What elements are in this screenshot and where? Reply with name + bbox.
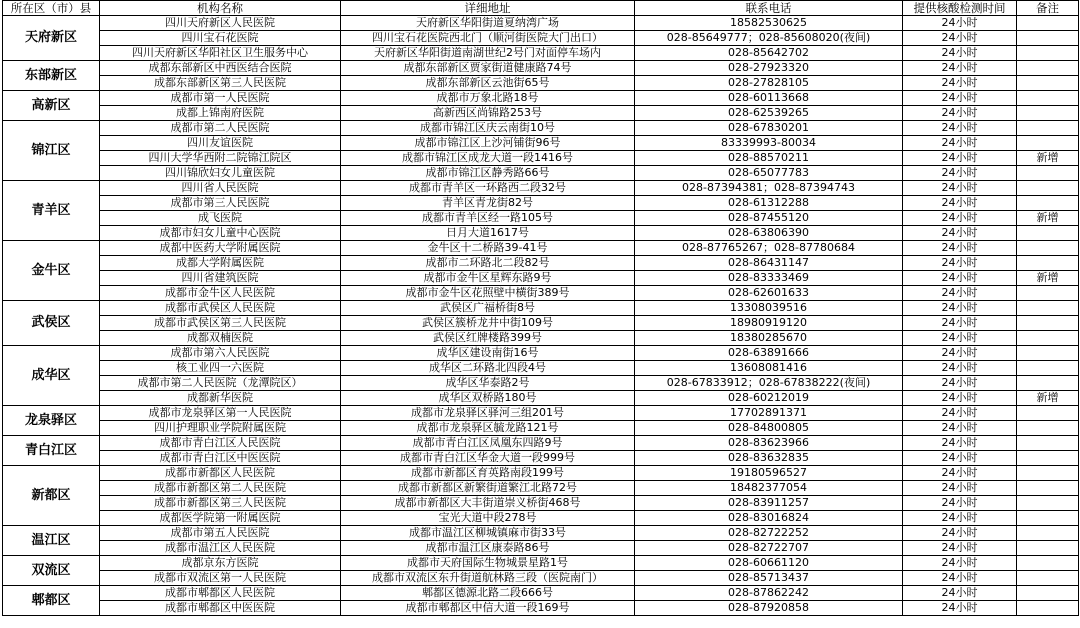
table-row	[3, 451, 1079, 466]
address-cell: 成都市双流区东升街道航林路三段（医院南门）	[341, 571, 635, 586]
testing-hours-cell: 24小时	[903, 406, 1017, 421]
note-cell	[1017, 181, 1079, 196]
note-cell	[1017, 16, 1079, 31]
note-cell	[1017, 61, 1079, 76]
header-institution-name: 机构名称	[100, 1, 341, 16]
note-cell	[1017, 226, 1079, 241]
institution-name-cell: 成都中医药大学附属医院	[100, 241, 341, 256]
header-note: 备注	[1017, 1, 1079, 16]
address-cell: 成都市温江区康泰路86号	[341, 541, 635, 556]
phone-cell: 028-62539265	[635, 106, 903, 121]
testing-hours-cell: 24小时	[903, 316, 1017, 331]
note-cell	[1017, 586, 1079, 601]
testing-hours-cell: 24小时	[903, 556, 1017, 571]
table-row	[3, 106, 1079, 121]
testing-hours-cell: 24小时	[903, 361, 1017, 376]
testing-hours-cell: 24小时	[903, 196, 1017, 211]
note-cell	[1017, 286, 1079, 301]
institution-name-cell: 成都市第一人民医院	[100, 91, 341, 106]
phone-cell: 19180596527	[635, 466, 903, 481]
address-cell: 成都市锦江区庆云南街10号	[341, 121, 635, 136]
testing-hours-cell: 24小时	[903, 211, 1017, 226]
address-cell: 成都市青白江区华金大道一段999号	[341, 451, 635, 466]
note-cell	[1017, 466, 1079, 481]
district-cell: 青白江区	[3, 436, 100, 466]
phone-cell: 028-83016824	[635, 511, 903, 526]
table-row	[3, 391, 1079, 406]
institution-name-cell: 成都市青白江区中医医院	[100, 451, 341, 466]
table-row	[3, 61, 1079, 76]
phone-cell: 028-67830201	[635, 121, 903, 136]
address-cell: 青羊区青龙街82号	[341, 196, 635, 211]
testing-hours-cell: 24小时	[903, 271, 1017, 286]
phone-cell: 028-86431147	[635, 256, 903, 271]
institution-name-cell: 成飞医院	[100, 211, 341, 226]
institution-name-cell: 成都市第二人民医院	[100, 121, 341, 136]
testing-hours-cell: 24小时	[903, 376, 1017, 391]
address-cell: 成都市金牛区花照壁中横街389号	[341, 286, 635, 301]
testing-hours-cell: 24小时	[903, 151, 1017, 166]
institution-name-cell: 四川锦欣妇女儿童医院	[100, 166, 341, 181]
institution-name-cell: 成都东部新区第三人民医院	[100, 76, 341, 91]
header-address: 详细地址	[341, 1, 635, 16]
address-cell: 天府新区华阳街道夏纳湾广场	[341, 16, 635, 31]
phone-cell: 028-87862242	[635, 586, 903, 601]
note-cell	[1017, 316, 1079, 331]
table-row	[3, 166, 1079, 181]
phone-cell: 028-60113668	[635, 91, 903, 106]
address-cell: 金牛区十二桥路39-41号	[341, 241, 635, 256]
table-row	[3, 586, 1079, 601]
testing-hours-cell: 24小时	[903, 496, 1017, 511]
table-row	[3, 301, 1079, 316]
table-row	[3, 436, 1079, 451]
note-cell	[1017, 376, 1079, 391]
address-cell: 成华区双桥路180号	[341, 391, 635, 406]
note-cell	[1017, 361, 1079, 376]
address-cell: 郫都区德源北路二段666号	[341, 586, 635, 601]
table-row	[3, 481, 1079, 496]
testing-hours-cell: 24小时	[903, 226, 1017, 241]
address-cell: 成都市青羊区经一路105号	[341, 211, 635, 226]
note-cell	[1017, 121, 1079, 136]
note-cell	[1017, 571, 1079, 586]
table-row	[3, 466, 1079, 481]
district-cell: 青羊区	[3, 181, 100, 241]
note-cell	[1017, 406, 1079, 421]
phone-cell: 13308039516	[635, 301, 903, 316]
district-cell: 成华区	[3, 346, 100, 406]
table-row	[3, 406, 1079, 421]
institution-name-cell: 成都市第五人民医院	[100, 526, 341, 541]
table-row	[3, 211, 1079, 226]
phone-cell: 028-63891666	[635, 346, 903, 361]
note-cell	[1017, 331, 1079, 346]
address-cell: 成都市温江区柳城镇麻市街33号	[341, 526, 635, 541]
table-row	[3, 151, 1079, 166]
address-cell: 成都市金牛区星辉东路9号	[341, 271, 635, 286]
note-cell	[1017, 241, 1079, 256]
testing-hours-cell: 24小时	[903, 331, 1017, 346]
institution-name-cell: 四川天府新区人民医院	[100, 16, 341, 31]
institution-name-cell: 成都市第三人民医院	[100, 196, 341, 211]
phone-cell: 028-85649777；028-85608020(夜间)	[635, 31, 903, 46]
institution-name-cell: 成都市温江区人民医院	[100, 541, 341, 556]
address-cell: 成都市锦江区上沙河铺街96号	[341, 136, 635, 151]
address-cell: 天府新区华阳街道南湖世纪2号门对面停车场内	[341, 46, 635, 61]
testing-hours-cell: 24小时	[903, 541, 1017, 556]
phone-cell: 028-83632835	[635, 451, 903, 466]
institution-name-cell: 四川省人民医院	[100, 181, 341, 196]
testing-hours-cell: 24小时	[903, 91, 1017, 106]
phone-cell: 028-83911257	[635, 496, 903, 511]
institution-name-cell: 成都市新都区第三人民医院	[100, 496, 341, 511]
testing-hours-cell: 24小时	[903, 16, 1017, 31]
table-header	[3, 1, 1079, 16]
phone-cell: 028-87394381；028-87394743	[635, 181, 903, 196]
institution-name-cell: 四川大学华西附二院锦江院区	[100, 151, 341, 166]
note-cell	[1017, 166, 1079, 181]
institution-name-cell: 成都市郫都区人民医院	[100, 586, 341, 601]
phone-cell: 028-87765267；028-87780684	[635, 241, 903, 256]
address-cell: 成都市新都区新繁街道繁江北路72号	[341, 481, 635, 496]
table-row	[3, 271, 1079, 286]
testing-hours-cell: 24小时	[903, 466, 1017, 481]
table-row	[3, 541, 1079, 556]
phone-cell: 028-87455120	[635, 211, 903, 226]
address-cell: 成都市二环路北二段82号	[341, 256, 635, 271]
phone-cell: 028-84800805	[635, 421, 903, 436]
testing-hours-cell: 24小时	[903, 421, 1017, 436]
testing-hours-cell: 24小时	[903, 46, 1017, 61]
table-row	[3, 346, 1079, 361]
testing-hours-cell: 24小时	[903, 526, 1017, 541]
address-cell: 成华区建设南街16号	[341, 346, 635, 361]
district-cell: 武侯区	[3, 301, 100, 346]
institution-name-cell: 成都市金牛区人民医院	[100, 286, 341, 301]
testing-hours-cell: 24小时	[903, 286, 1017, 301]
testing-hours-cell: 24小时	[903, 571, 1017, 586]
header-testing-hours: 提供核酸检测时间	[903, 1, 1017, 16]
district-cell: 金牛区	[3, 241, 100, 301]
institution-name-cell: 成都市武侯区第三人民医院	[100, 316, 341, 331]
note-cell	[1017, 106, 1079, 121]
address-cell: 成都市青羊区一环路西二段32号	[341, 181, 635, 196]
address-cell: 武侯区簇桥龙井中街109号	[341, 316, 635, 331]
testing-hours-cell: 24小时	[903, 601, 1017, 616]
address-cell: 成都东部新区云池街65号	[341, 76, 635, 91]
testing-hours-cell: 24小时	[903, 121, 1017, 136]
table-row	[3, 76, 1079, 91]
institution-name-cell: 成都上锦南府医院	[100, 106, 341, 121]
institution-name-cell: 成都市第二人民医院（龙潭院区）	[100, 376, 341, 391]
table-row	[3, 286, 1079, 301]
address-cell: 成都市万象北路18号	[341, 91, 635, 106]
note-cell	[1017, 481, 1079, 496]
district-cell: 温江区	[3, 526, 100, 556]
phone-cell: 028-85642702	[635, 46, 903, 61]
testing-hours-cell: 24小时	[903, 166, 1017, 181]
table-row	[3, 601, 1079, 616]
testing-hours-cell: 24小时	[903, 61, 1017, 76]
address-cell: 武侯区红牌楼路399号	[341, 331, 635, 346]
institution-name-cell: 成都市青白江区人民医院	[100, 436, 341, 451]
testing-hours-cell: 24小时	[903, 31, 1017, 46]
phone-cell: 028-82722707	[635, 541, 903, 556]
phone-cell: 17702891371	[635, 406, 903, 421]
table-row	[3, 556, 1079, 571]
institution-name-cell: 成都双楠医院	[100, 331, 341, 346]
address-cell: 成都市锦江区成龙大道一段1416号	[341, 151, 635, 166]
phone-cell: 028-82722252	[635, 526, 903, 541]
address-cell: 四川宝石花医院西北门（顺河街医院大门出口）	[341, 31, 635, 46]
note-cell	[1017, 301, 1079, 316]
institution-name-cell: 四川护理职业学院附属医院	[100, 421, 341, 436]
institution-name-cell: 成都市龙泉驿区第一人民医院	[100, 406, 341, 421]
testing-hours-cell: 24小时	[903, 451, 1017, 466]
district-cell: 郫都区	[3, 586, 100, 616]
address-cell: 高新西区尚锦路253号	[341, 106, 635, 121]
testing-hours-cell: 24小时	[903, 106, 1017, 121]
note-cell	[1017, 46, 1079, 61]
phone-cell: 028-60661120	[635, 556, 903, 571]
note-cell	[1017, 76, 1079, 91]
testing-hours-cell: 24小时	[903, 436, 1017, 451]
testing-sites-table	[2, 0, 1079, 616]
phone-cell: 028-62601633	[635, 286, 903, 301]
phone-cell: 13608081416	[635, 361, 903, 376]
institution-name-cell: 成都东部新区中西医结合医院	[100, 61, 341, 76]
note-cell	[1017, 496, 1079, 511]
testing-hours-cell: 24小时	[903, 76, 1017, 91]
institution-name-cell: 四川天府新区华阳社区卫生服务中心	[100, 46, 341, 61]
phone-cell: 028-27828105	[635, 76, 903, 91]
table-row	[3, 256, 1079, 271]
district-cell: 东部新区	[3, 61, 100, 91]
note-cell	[1017, 511, 1079, 526]
header-row	[3, 1, 1079, 16]
table-row	[3, 226, 1079, 241]
phone-cell: 028-83623966	[635, 436, 903, 451]
phone-cell: 028-65077783	[635, 166, 903, 181]
address-cell: 成都市天府国际生物城景星路1号	[341, 556, 635, 571]
note-cell	[1017, 136, 1079, 151]
table-row	[3, 136, 1079, 151]
testing-hours-cell: 24小时	[903, 586, 1017, 601]
testing-hours-cell: 24小时	[903, 256, 1017, 271]
table-row	[3, 361, 1079, 376]
institution-name-cell: 成都市武侯区人民医院	[100, 301, 341, 316]
institution-name-cell: 成都新华医院	[100, 391, 341, 406]
note-cell: 新增	[1017, 391, 1079, 406]
note-cell	[1017, 436, 1079, 451]
note-cell	[1017, 556, 1079, 571]
district-cell: 锦江区	[3, 121, 100, 181]
table-row	[3, 196, 1079, 211]
note-cell	[1017, 541, 1079, 556]
institution-name-cell: 核工业四一六医院	[100, 361, 341, 376]
note-cell	[1017, 451, 1079, 466]
note-cell	[1017, 601, 1079, 616]
phone-cell: 028-83333469	[635, 271, 903, 286]
phone-cell: 028-88570211	[635, 151, 903, 166]
note-cell	[1017, 256, 1079, 271]
address-cell: 成都市锦江区静秀路66号	[341, 166, 635, 181]
address-cell: 成都市新都区大丰街道崇义桥街468号	[341, 496, 635, 511]
testing-hours-cell: 24小时	[903, 391, 1017, 406]
institution-name-cell: 成都市郫都区中医医院	[100, 601, 341, 616]
note-cell: 新增	[1017, 151, 1079, 166]
institution-name-cell: 成都市新都区人民医院	[100, 466, 341, 481]
institution-name-cell: 成都市第六人民医院	[100, 346, 341, 361]
header-district: 所在区（市）县	[3, 1, 100, 16]
institution-name-cell: 成都大学附属医院	[100, 256, 341, 271]
table-row	[3, 46, 1079, 61]
address-cell: 成都市龙泉驿区毓龙路121号	[341, 421, 635, 436]
note-cell: 新增	[1017, 211, 1079, 226]
table-row	[3, 316, 1079, 331]
phone-cell: 028-60212019	[635, 391, 903, 406]
address-cell: 成华区二环路北四段4号	[341, 361, 635, 376]
phone-cell: 18482377054	[635, 481, 903, 496]
institution-name-cell: 成都市新都区第二人民医院	[100, 481, 341, 496]
testing-hours-cell: 24小时	[903, 511, 1017, 526]
address-cell: 武侯区广福桥街8号	[341, 301, 635, 316]
district-cell: 新都区	[3, 466, 100, 526]
address-cell: 成都东部新区贾家街道健康路74号	[341, 61, 635, 76]
district-cell: 双流区	[3, 556, 100, 586]
table-row	[3, 91, 1079, 106]
address-cell: 成都市郫都区中信大道一段169号	[341, 601, 635, 616]
table-row	[3, 241, 1079, 256]
phone-cell: 18380285670	[635, 331, 903, 346]
header-phone: 联系电话	[635, 1, 903, 16]
testing-hours-cell: 24小时	[903, 181, 1017, 196]
district-cell: 龙泉驿区	[3, 406, 100, 436]
table-row	[3, 511, 1079, 526]
table-row	[3, 331, 1079, 346]
address-cell: 成华区华泰路2号	[341, 376, 635, 391]
phone-cell: 83339993-80034	[635, 136, 903, 151]
institution-name-cell: 四川宝石花医院	[100, 31, 341, 46]
institution-name-cell: 四川友谊医院	[100, 136, 341, 151]
testing-hours-cell: 24小时	[903, 241, 1017, 256]
phone-cell: 028-85713437	[635, 571, 903, 586]
table-row	[3, 121, 1079, 136]
note-cell	[1017, 421, 1079, 436]
institution-name-cell: 成都市妇女儿童中心医院	[100, 226, 341, 241]
institution-name-cell: 成都京东方医院	[100, 556, 341, 571]
table-row	[3, 181, 1079, 196]
note-cell	[1017, 526, 1079, 541]
phone-cell: 028-63806390	[635, 226, 903, 241]
note-cell: 新增	[1017, 271, 1079, 286]
testing-hours-cell: 24小时	[903, 136, 1017, 151]
testing-hours-cell: 24小时	[903, 301, 1017, 316]
phone-cell: 028-61312288	[635, 196, 903, 211]
phone-cell: 028-67833912；028-67838222(夜间)	[635, 376, 903, 391]
table-row	[3, 571, 1079, 586]
table-row	[3, 496, 1079, 511]
testing-hours-cell: 24小时	[903, 481, 1017, 496]
note-cell	[1017, 91, 1079, 106]
table-body	[3, 16, 1079, 616]
phone-cell: 18582530625	[635, 16, 903, 31]
address-cell: 宝光大道中段278号	[341, 511, 635, 526]
address-cell: 日月大道1617号	[341, 226, 635, 241]
table-row	[3, 376, 1079, 391]
institution-name-cell: 成都市双流区第一人民医院	[100, 571, 341, 586]
note-cell	[1017, 31, 1079, 46]
table-row	[3, 526, 1079, 541]
phone-cell: 028-87920858	[635, 601, 903, 616]
testing-hours-cell: 24小时	[903, 346, 1017, 361]
institution-name-cell: 四川省建筑医院	[100, 271, 341, 286]
institution-name-cell: 成都医学院第一附属医院	[100, 511, 341, 526]
address-cell: 成都市龙泉驿区驿河三组201号	[341, 406, 635, 421]
district-cell: 高新区	[3, 91, 100, 121]
note-cell	[1017, 346, 1079, 361]
district-cell: 天府新区	[3, 16, 100, 61]
note-cell	[1017, 196, 1079, 211]
table-row	[3, 31, 1079, 46]
phone-cell: 028-27923320	[635, 61, 903, 76]
table-row	[3, 16, 1079, 31]
address-cell: 成都市新都区育英路南段199号	[341, 466, 635, 481]
phone-cell: 18980919120	[635, 316, 903, 331]
address-cell: 成都市青白江区凤凰东四路9号	[341, 436, 635, 451]
table-row	[3, 421, 1079, 436]
